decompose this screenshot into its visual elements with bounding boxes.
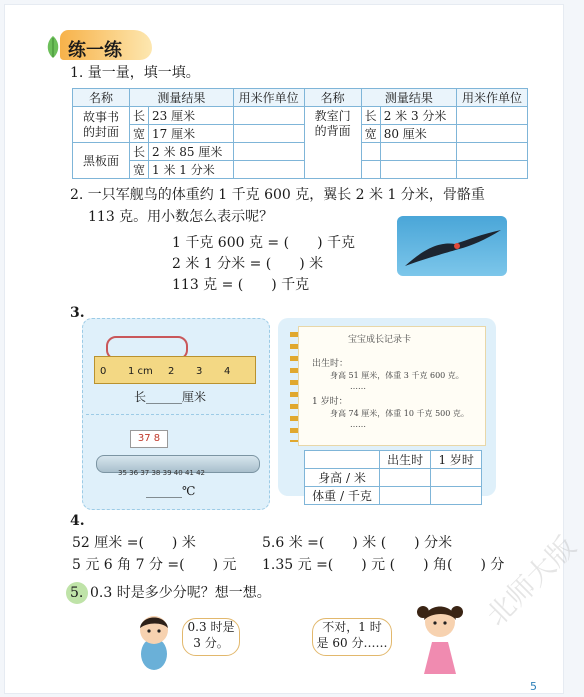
- q1-prompt: 1. 量一量，填一填。: [70, 65, 200, 81]
- boy-speech-line1: 0.3 时是: [187, 620, 235, 634]
- spiral-binding: [290, 332, 298, 442]
- ruler-tick: 3: [196, 366, 203, 377]
- answer-cell[interactable]: [457, 143, 528, 161]
- result-cell: 1 米 1 分米: [149, 161, 234, 179]
- result-cell: 2 米 3 分米: [380, 107, 456, 125]
- thermo-tick: 36: [129, 469, 139, 477]
- leaf-icon: [44, 34, 62, 60]
- row-height: 身高 / 米: [305, 469, 380, 487]
- label-width: 宽: [361, 125, 380, 143]
- answer-cell[interactable]: [380, 469, 431, 487]
- frigatebird-image: [397, 216, 507, 276]
- thermometer-zoom: 37 8: [130, 430, 168, 448]
- label-width: 宽: [130, 161, 149, 179]
- growth-table: [304, 450, 482, 505]
- empty-cell: [361, 143, 380, 161]
- thermo-tick: 37: [140, 469, 150, 477]
- empty-cell: [361, 161, 380, 179]
- empty-cell: [380, 161, 456, 179]
- answer-cell[interactable]: [431, 487, 482, 505]
- label-length: 长: [130, 143, 149, 161]
- label-length: 长: [130, 107, 149, 125]
- page-title: 练一练: [68, 40, 122, 61]
- girl-speech-bubble: [312, 618, 392, 656]
- birth-detail: 身高 51 厘米，体重 3 千克 600 克。: [330, 371, 464, 380]
- q4-d: 1.35 元 =( ) 元 ( ) 角( ) 分: [262, 557, 505, 573]
- empty-cell: [305, 451, 380, 469]
- answer-cell[interactable]: [457, 125, 528, 143]
- girl-speech-line2: 是 60 分……: [316, 636, 388, 650]
- thermo-tick: 39: [162, 469, 172, 477]
- girl-avatar: [414, 598, 466, 676]
- card-divider: [86, 414, 264, 415]
- header-result: 测量结果: [130, 89, 234, 107]
- birth-label: 出生时：: [312, 359, 349, 369]
- boy-avatar: [132, 612, 176, 672]
- answer-cell[interactable]: [457, 107, 528, 125]
- q3-label: 3.: [70, 305, 85, 321]
- header-meters-2: 用米作单位: [457, 89, 528, 107]
- header-name: 名称: [73, 89, 130, 107]
- year-label: 1 岁时：: [312, 397, 348, 407]
- ruler-tick: 2: [168, 366, 175, 377]
- answer-cell[interactable]: [380, 487, 431, 505]
- q2-line2: 113 克。用小数怎么表示呢？: [88, 209, 274, 225]
- thermo-tick: 38: [151, 469, 161, 477]
- answer-cell[interactable]: [233, 161, 304, 179]
- result-cell: 2 米 85 厘米: [149, 143, 234, 161]
- ruler-fill-blank[interactable]: 长______厘米: [134, 390, 207, 404]
- thermometer-fill-blank[interactable]: ______℃: [146, 484, 196, 498]
- ruler-tick: 0: [100, 366, 107, 377]
- q4-b: 5.6 米 =( ) 米 ( ) 分米: [262, 535, 453, 551]
- col-one-year: 1 岁时: [431, 451, 482, 469]
- thermo-tick: 41: [184, 469, 194, 477]
- header-name-2: 名称: [304, 89, 361, 107]
- result-cell: 17 厘米: [149, 125, 234, 143]
- q4-label: 4.: [70, 513, 85, 529]
- ruler: [94, 356, 256, 384]
- year-detail: 身高 74 厘米，体重 10 千克 500 克。: [330, 409, 469, 418]
- thermometer-ticks: [118, 469, 248, 477]
- q4-c: 5 元 6 角 7 分 =( ) 元: [72, 557, 237, 573]
- dots: ……: [350, 382, 366, 391]
- item-door-back: 教室门 的背面: [304, 107, 361, 179]
- q2-eq3: 113 克 = ( ) 千克: [172, 277, 310, 293]
- header-meters: 用米作单位: [233, 89, 304, 107]
- dots: ……: [350, 420, 366, 429]
- ruler-tick: 4: [224, 366, 231, 377]
- label-width: 宽: [130, 125, 149, 143]
- q5-text: 0.3 时是多少分呢？想一想。: [90, 585, 271, 601]
- boy-speech-line2: 3 分。: [193, 636, 229, 650]
- empty-cell: [380, 143, 456, 161]
- q2-line1: 2. 一只军舰鸟的体重约 1 千克 600 克，翼长 2 米 1 分米，骨骼重: [70, 187, 485, 203]
- girl-speech-line1: 不对，1 时: [322, 620, 382, 634]
- growth-card-title: 宝宝成长记录卡: [348, 335, 412, 345]
- thermo-tick: 40: [173, 469, 183, 477]
- label-length: 长: [361, 107, 380, 125]
- page-number: 5: [530, 680, 537, 693]
- measurement-table: [72, 88, 528, 179]
- row-weight: 体重 / 千克: [305, 487, 380, 505]
- thermo-tick: 42: [196, 469, 206, 477]
- q4-a: 52 厘米 =( ) 米: [72, 535, 196, 551]
- answer-cell[interactable]: [233, 107, 304, 125]
- q5-label: 5.: [70, 585, 84, 601]
- answer-cell[interactable]: [233, 143, 304, 161]
- answer-cell[interactable]: [457, 161, 528, 179]
- q2-eq1: 1 千克 600 克 = ( ) 千克: [172, 235, 355, 251]
- item-blackboard: 黑板面: [73, 143, 130, 179]
- thermo-tick: 35: [118, 469, 127, 477]
- answer-cell[interactable]: [431, 469, 482, 487]
- answer-cell[interactable]: [233, 125, 304, 143]
- header-result-2: 测量结果: [361, 89, 456, 107]
- watermark: 北师大版: [479, 529, 583, 633]
- result-cell: 80 厘米: [380, 125, 456, 143]
- item-book-cover: 故事书 的封面: [73, 107, 130, 143]
- boy-speech-bubble: [182, 618, 240, 656]
- q2-eq2: 2 米 1 分米 = ( ) 米: [172, 256, 324, 272]
- col-birth: 出生时: [380, 451, 431, 469]
- result-cell: 23 厘米: [149, 107, 234, 125]
- ruler-tick: 1 cm: [128, 366, 153, 377]
